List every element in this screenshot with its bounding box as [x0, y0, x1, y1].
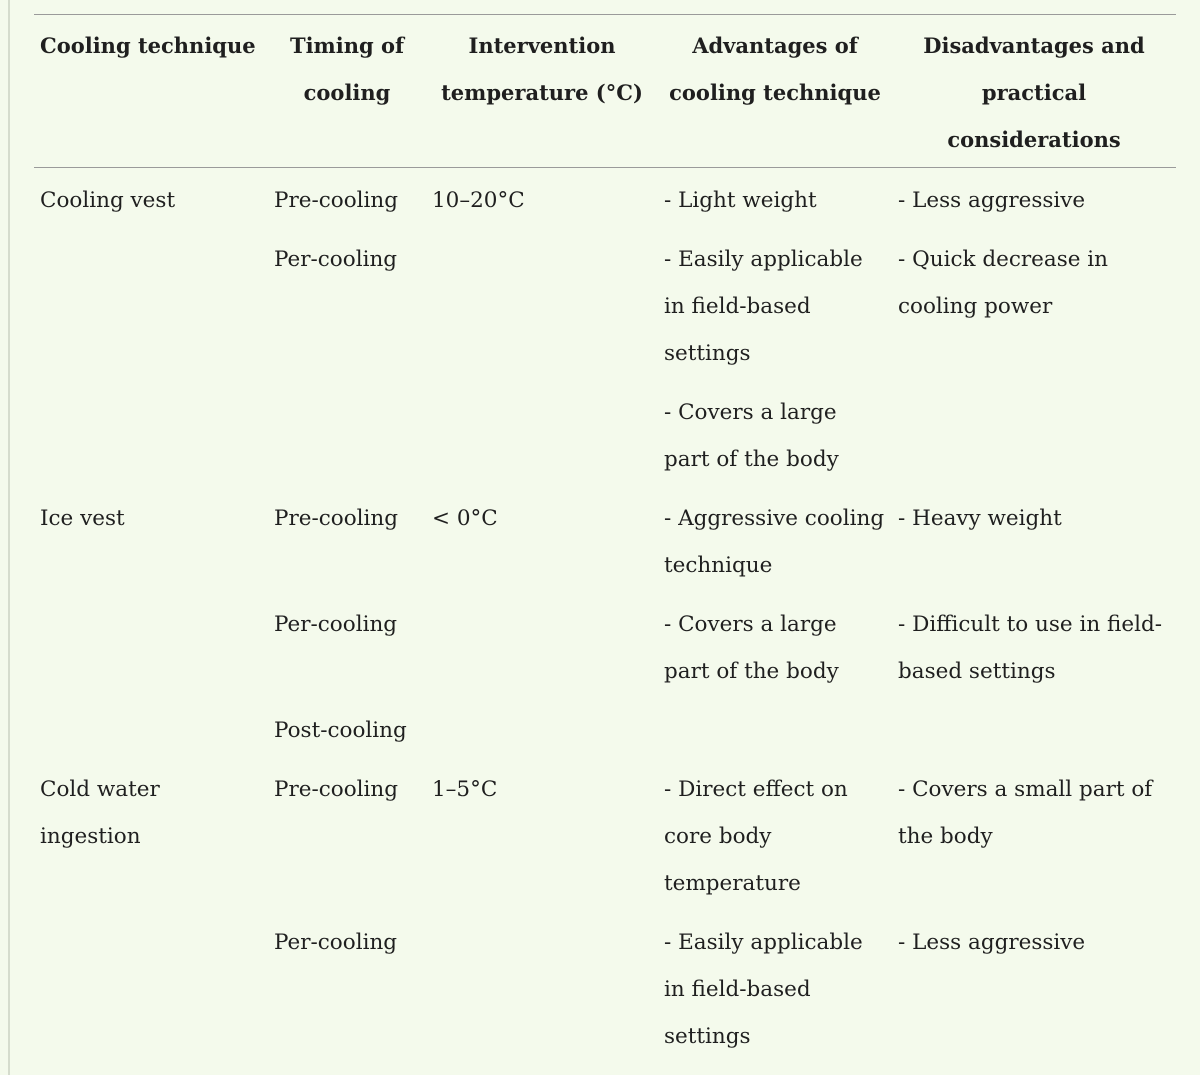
cell-technique	[34, 382, 268, 488]
cell-timing: Post-cooling	[274, 718, 407, 743]
header-disadvantages-text: Disadvantages and practical considerations	[923, 33, 1145, 152]
cell-disadvantage: - Difficult to use in field-based settings	[898, 612, 1162, 684]
cell-advantage: - Light weight	[664, 188, 817, 213]
cell-advantage: - Covers a large part of the body	[664, 612, 839, 684]
header-timing-text: Timing of cooling	[289, 33, 405, 105]
cell-disadvantage: - Heavy weight	[898, 506, 1062, 531]
cell-timing: Pre-cooling	[274, 506, 399, 531]
header-intervention-temperature	[426, 15, 658, 168]
cell-temperature: < 0°C	[432, 506, 498, 531]
table-row	[34, 759, 1176, 912]
cell-timing	[268, 382, 426, 488]
cell-timing: Per-cooling	[274, 612, 398, 637]
cell-technique: Cooling vest	[40, 188, 176, 213]
cell-disadvantage: - Less aggressive	[898, 188, 1086, 213]
header-timing-of-cooling	[268, 15, 426, 168]
cell-technique	[34, 229, 268, 382]
cell-technique: Cold water ingestion	[40, 777, 160, 849]
cell-disadvantage: - Quick decrease in cooling power	[898, 247, 1109, 319]
table-row	[34, 488, 1176, 594]
cell-disadvantage: - Less aggressive	[898, 930, 1086, 955]
cell-temperature	[426, 594, 658, 700]
header-advantages-text: Advantages of cooling technique	[669, 33, 881, 105]
cell-advantage: - Easily applicable in field-based settings	[664, 930, 863, 1049]
cell-temperature	[426, 912, 658, 1065]
cell-disadvantage	[892, 700, 1176, 759]
cell-advantage: - Aggressive cooling technique	[664, 506, 885, 578]
cell-timing: Per-cooling	[274, 247, 398, 272]
cell-timing: Per-cooling	[274, 930, 398, 955]
cell-technique	[34, 700, 268, 759]
table-row	[34, 382, 1176, 488]
cell-disadvantage	[892, 382, 1176, 488]
cell-technique	[34, 912, 268, 1065]
cell-advantage: - Direct effect on core body temperature	[664, 777, 848, 896]
table-row	[34, 229, 1176, 382]
cell-temperature	[426, 229, 658, 382]
cell-timing: Pre-cooling	[274, 777, 399, 802]
table-header-row	[34, 15, 1176, 168]
cell-temperature	[426, 700, 658, 759]
cell-advantage: - Easily applicable in field-based settings	[664, 247, 863, 366]
cell-temperature: 10–20°C	[432, 188, 525, 213]
cell-disadvantage: - Covers a small part of the body	[898, 777, 1153, 849]
cell-advantage	[658, 700, 892, 759]
page-left-border	[8, 0, 10, 1075]
table-row	[34, 700, 1176, 759]
table-row	[34, 168, 1176, 230]
table-row	[34, 594, 1176, 700]
cell-technique: Ice vest	[40, 506, 125, 531]
cell-temperature: 1–5°C	[432, 777, 498, 802]
cell-advantage: - Covers a large part of the body	[664, 400, 839, 472]
header-disadvantages	[892, 15, 1176, 168]
cell-technique	[34, 594, 268, 700]
header-advantages	[658, 15, 892, 168]
cell-temperature	[426, 382, 658, 488]
header-temperature-text: Intervention temperature (°C)	[441, 33, 643, 105]
cooling-techniques-table	[34, 14, 1176, 1065]
header-cooling-technique: Cooling technique	[34, 15, 268, 168]
cooling-techniques-table-container	[34, 14, 1176, 1065]
cell-timing: Pre-cooling	[274, 188, 399, 213]
table-row	[34, 912, 1176, 1065]
